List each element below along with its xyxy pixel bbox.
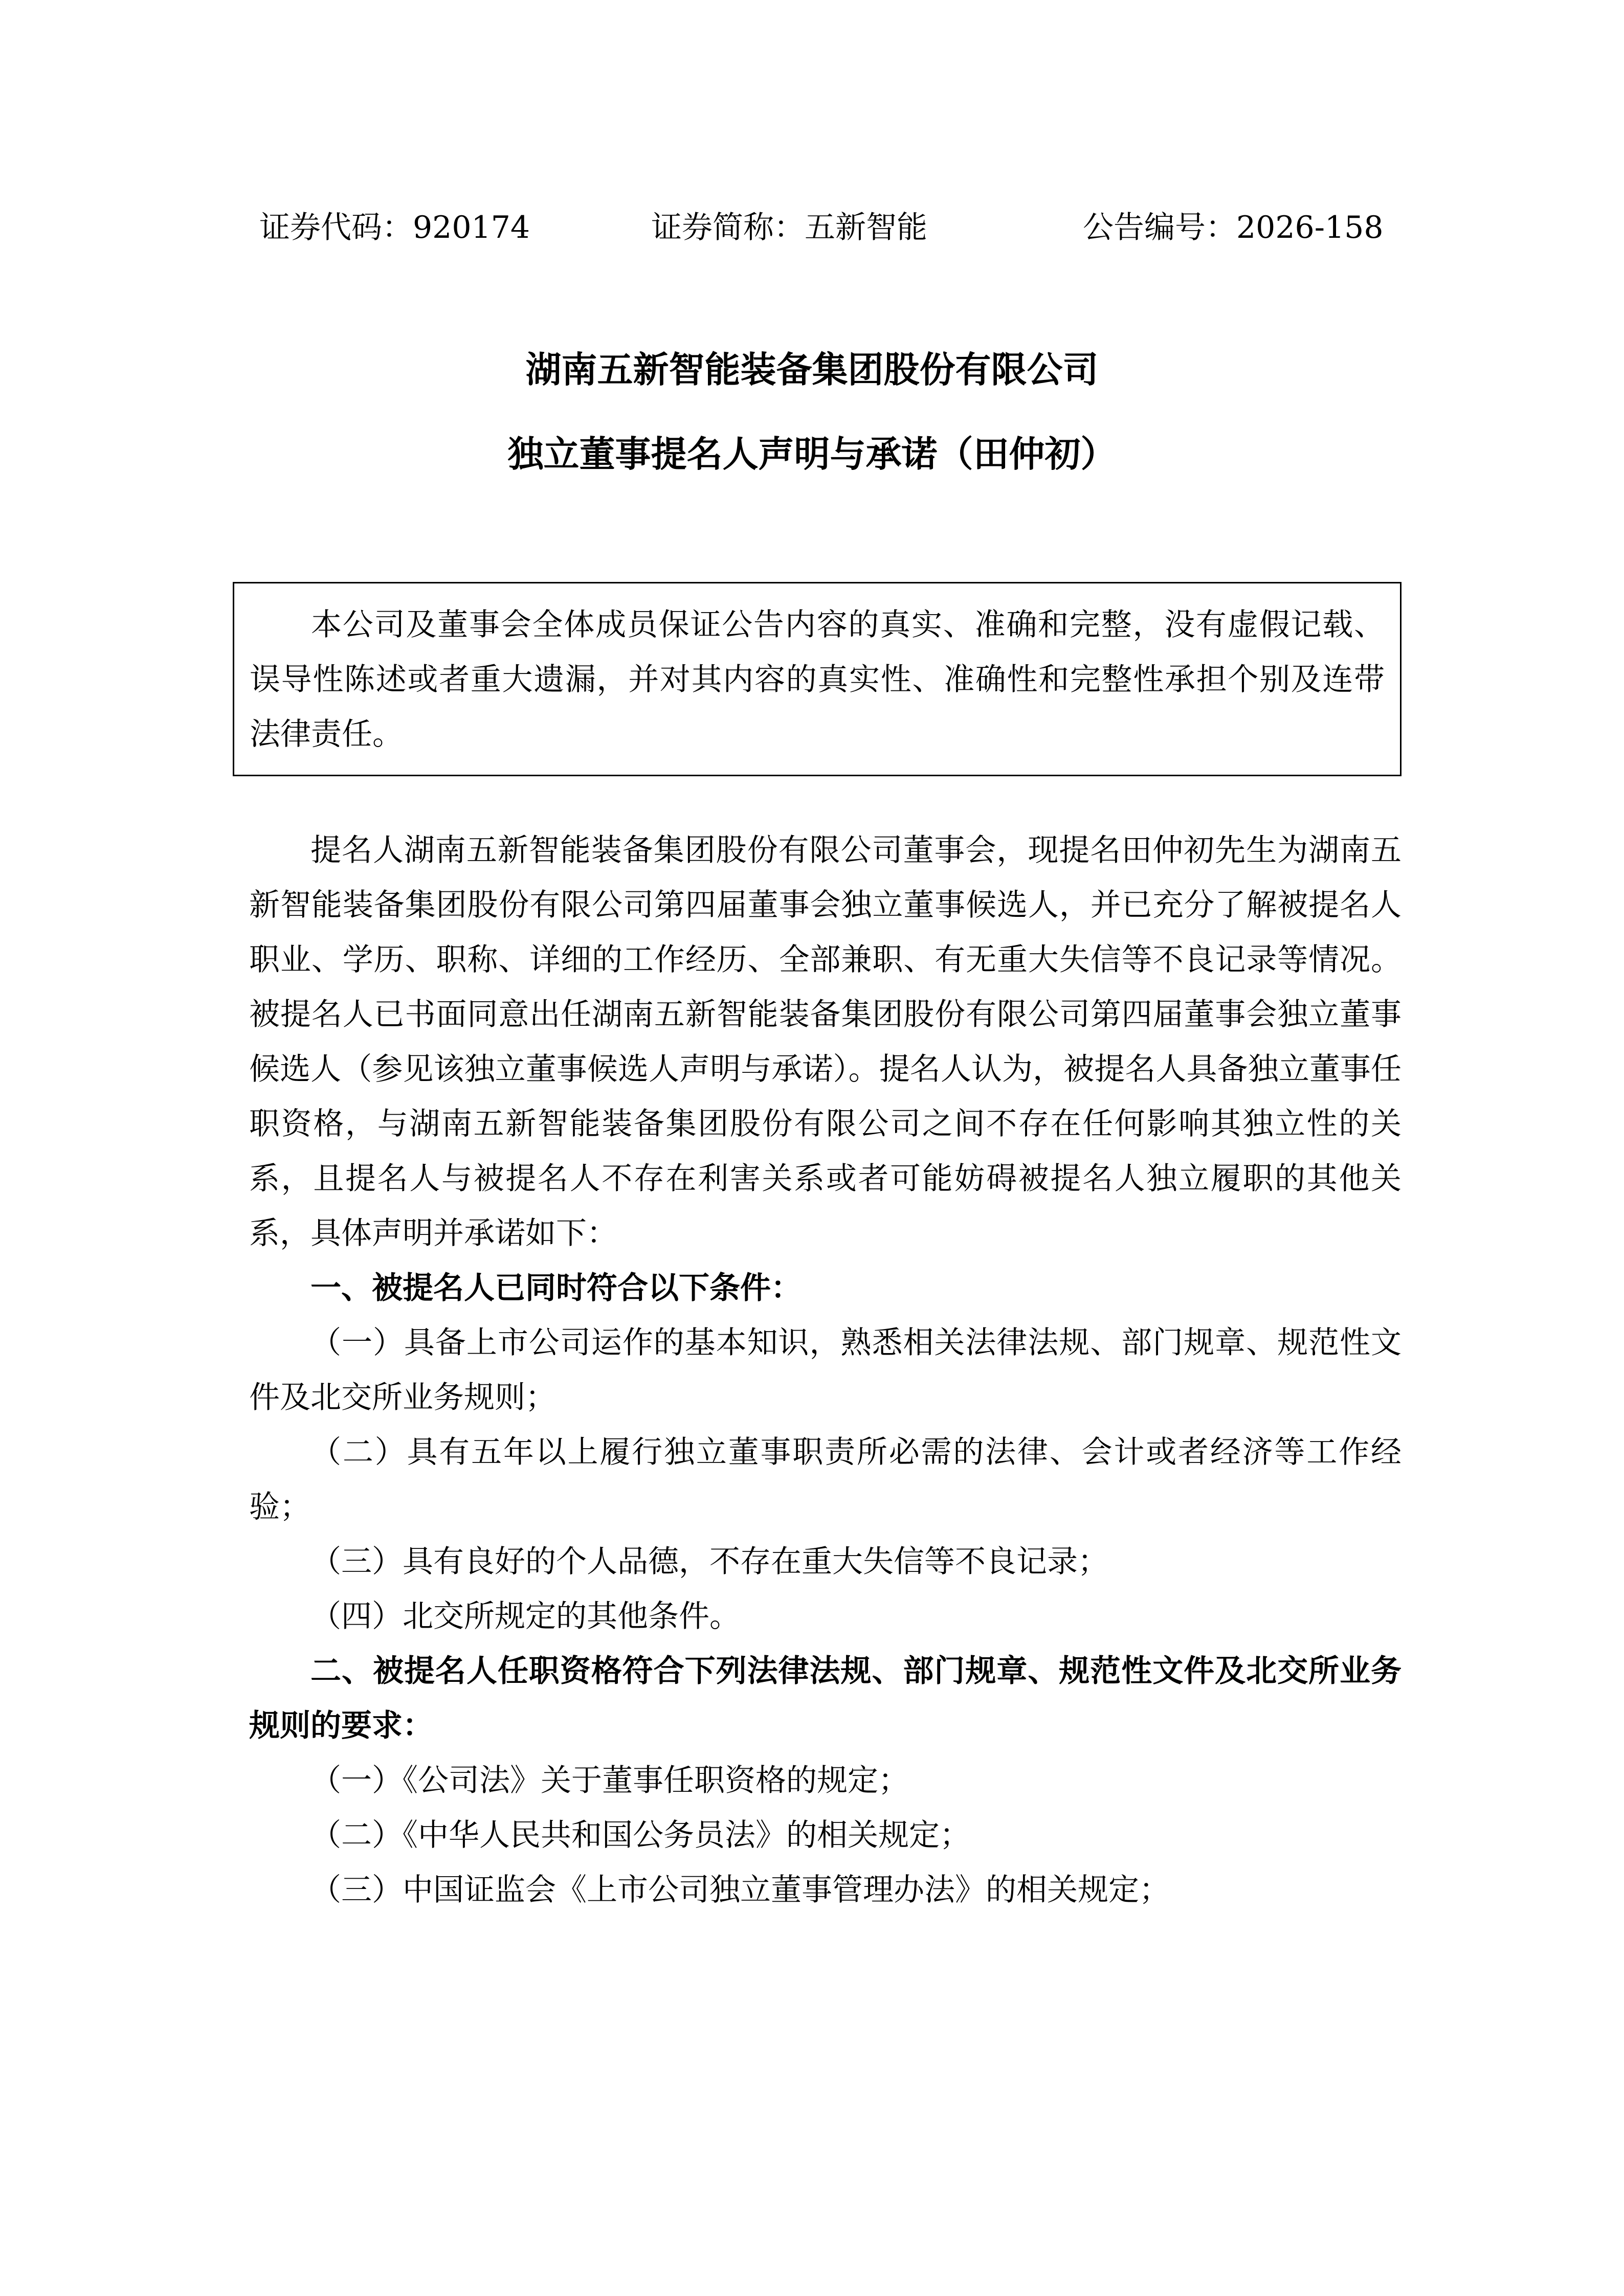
securities-code: 证券代码：920174 — [259, 210, 530, 245]
section1-item: （三）具有良好的个人品德，不存在重大失信等不良记录； — [310, 1544, 1108, 1580]
section2-item: （二）《中华人民共和国公务员法》的相关规定； — [310, 1817, 970, 1853]
document-title: 独立董事提名人声明与承诺（田仲初） — [507, 433, 1117, 475]
document-body — [249, 823, 1401, 1918]
notice-number: 公告编号：2026-158 — [1083, 210, 1384, 245]
section2-item: （一）《公司法》关于董事任职资格的规定； — [310, 1763, 909, 1798]
section1-item: （四）北交所规定的其他条件。 — [310, 1599, 740, 1634]
section1-item: （一）具备上市公司运作的基本知识，熟悉相关法律法规、部门规章、规范性文件及北交所业务规则； — [249, 1325, 1401, 1415]
intro-paragraph: 提名人湖南五新智能装备集团股份有限公司董事会，现提名田仲初先生为湖南五新智能装备集团股份有限公司第四届董事会独立董事候选人，并已充分了解被提名人职业、学历、职称、详细的工作经历、全部兼职、有无重大失信等不良记录等情况。被提名人已书面同意出任湖南五新智能装备集团股份有限公司第四届董事会独立董事候选人（参见该独立董事候选人声明与承诺）。提名人认为，被提名人具备独立董事任职资格，与湖南五新智能装备集团股份有限公司之间不存在任何影响其独立性的关系，且提名人与被提名人不存在利害关系或者可能妨碍被提名人独立履职的其他关系，具体声明并承诺如下： — [249, 832, 1401, 1251]
section1-heading: 一、被提名人已同时符合以下条件： — [310, 1270, 802, 1306]
document-header — [0, 207, 1624, 248]
section2-item: （三）中国证监会《上市公司独立董事管理办法》的相关规定； — [310, 1872, 1170, 1908]
board-notice-text: 本公司及董事会全体成员保证公告内容的真实、准确和完整，没有虚假记载、误导性陈述或者重大遗漏，并对其内容的真实性、准确性和完整性承担个别及连带法律责任。 — [250, 607, 1385, 752]
company-title: 湖南五新智能装备集团股份有限公司 — [525, 348, 1099, 391]
section1-item: （二）具有五年以上履行独立董事职责所必需的法律、会计或者经济等工作经验； — [249, 1434, 1401, 1525]
board-notice-box — [233, 582, 1401, 776]
section2-heading: 二、被提名人任职资格符合下列法律法规、部门规章、规范性文件及北交所业务规则的要求： — [249, 1653, 1401, 1744]
securities-short-name: 证券简称：五新智能 — [651, 210, 927, 245]
